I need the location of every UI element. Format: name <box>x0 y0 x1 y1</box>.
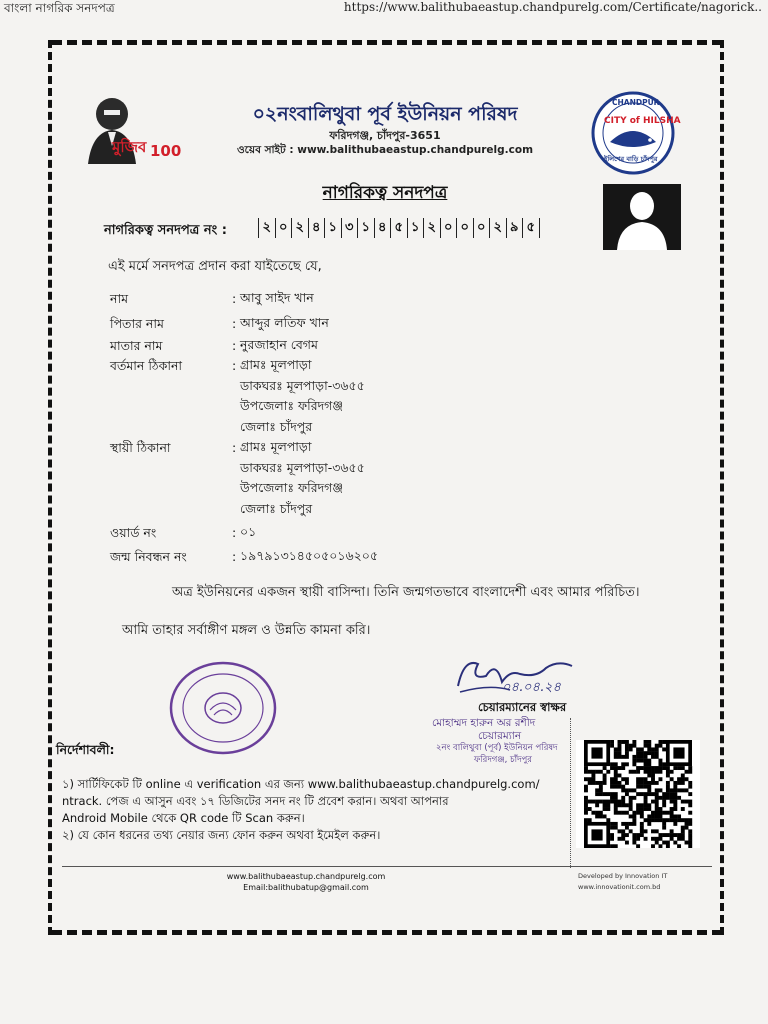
father-name-label: পিতার নাম <box>110 316 164 331</box>
instructions-heading: নির্দেশাবলী: <box>56 742 115 757</box>
mujib-100-logo <box>82 86 182 166</box>
certificate-title: নাগরিকত্ব সনদপত্র <box>322 183 448 203</box>
ward-label: ওয়ার্ড নং <box>110 525 157 540</box>
permanent-address-colon: : <box>232 440 237 455</box>
developer-url: www.innovationit.com.bd <box>578 883 661 891</box>
certificate-number-digit: ০ <box>473 218 490 238</box>
certificate-number-label: নাগরিকত্ব সনদপত্র নং : <box>104 223 227 238</box>
logo-mujib-text: মুজিব <box>112 138 147 156</box>
chairman-stamp-title: চেয়ারম্যান <box>478 730 522 742</box>
certificate-number-digit: ০ <box>275 218 292 238</box>
certificate-number-digit: ৯ <box>506 218 523 238</box>
ward-value: ০১ <box>240 524 257 539</box>
name-label: নাম <box>110 291 129 306</box>
union-address: ফরিদগঞ্জ, চাঁদপুর-3651 <box>329 129 441 142</box>
present-post-office: ডাকঘরঃ মূলপাড়া-৩৬৫৫ <box>240 377 365 393</box>
dashed-border-left <box>48 40 52 935</box>
chairman-stamp-address: ফরিদগঞ্জ, চাঁদপুর <box>474 755 532 765</box>
permanent-village: গ্রামঃ মূলপাড়া <box>240 439 312 454</box>
permanent-upazila: উপজেলাঃ ফরিদগঞ্জ <box>240 480 344 495</box>
certificate-number-digit: ২ <box>291 218 308 238</box>
certificate-number-digit: ১ <box>407 218 424 238</box>
certificate-number-digit: ১ <box>357 218 374 238</box>
wish-statement: আমি তাহার সর্বাঙ্গীণ মঙ্গল ও উন্নতি কামনা করি। <box>122 623 371 638</box>
signature-label: চেয়ারম্যানের স্বাক্ষর <box>478 700 567 714</box>
father-name-colon: : <box>232 316 237 331</box>
union-website: ওয়েব সাইট : www.balithubaeastup.chandpurelg.com <box>236 144 534 156</box>
permanent-post-office: ডাকঘরঃ মূলপাড়া-৩৬৫৫ <box>240 459 365 475</box>
mother-name-colon: : <box>232 338 237 353</box>
signature-date: ০৪.০৪.২৪ <box>502 680 561 695</box>
instruction-line-4: ২) যে কোন ধরনের তথ্য নেয়ার জন্য ফোন করুন অথবা ইমেইল করুন। <box>62 828 381 842</box>
residency-statement: অত্র ইউনিয়নের একজন স্থায়ী বাসিন্দা। তিনি জন্মগতভাবে বাংলাদেশী এবং আমার পরিচিত। <box>172 585 640 600</box>
certificate-number-digit: ৫ <box>522 218 540 238</box>
dashed-border-bottom <box>52 930 722 935</box>
print-page-url: https://www.balithubaeastup.chandpurelg.com/Certificate/nagorick.. <box>343 0 762 14</box>
person-silhouette-icon <box>603 184 681 250</box>
certificate-number-digit: ১ <box>324 218 341 238</box>
birth-registration-value: ১৯৭৯১৩১৪৫০৫০১৬২০৫ <box>240 548 379 563</box>
chandpur-city-of-hilsha-logo <box>590 90 681 176</box>
present-address-colon: : <box>232 358 237 373</box>
instruction-line-1: ১) সার্টিফিকেট টি online এ verification এর জন্য www.balithubaeastup.chandpurelg.com/ <box>62 777 540 791</box>
footer-website: www.balithubaeastup.chandpurelg.com <box>226 872 386 881</box>
birth-registration-colon: : <box>232 549 237 564</box>
permanent-address-value <box>240 437 365 519</box>
permanent-address-label: স্থায়ী ঠিকানা <box>110 440 171 455</box>
chairman-stamp-union: ২নং বালিথুবা (পূর্ব) ইউনিয়ন পরিষদ <box>436 743 558 753</box>
chairman-stamp-name: মোহাম্মদ হারুন অর রশীদ <box>432 717 536 729</box>
certificate-number-digit: ০ <box>440 218 457 238</box>
logo-top-text: CHANDPUR <box>612 98 660 107</box>
permanent-district: জেলাঃ চাঁদপুর <box>240 500 313 516</box>
instruction-line-2: ntrack. পেজ এ আসুন এবং ১৭ ডিজিটের সনদ নং টি প্রবেশ করান। অথবা আপনার <box>62 794 449 808</box>
footer-divider <box>62 866 712 867</box>
logo-main-text: CITY of HILSHA <box>604 116 681 126</box>
footer-email: Email:balithubatup@gmail.com <box>243 883 369 892</box>
ward-colon: : <box>232 525 237 540</box>
mother-name-value: নুরজাহান বেগম <box>240 337 318 352</box>
instruction-line-3: Android Mobile থেকে QR code টি Scan করুন। <box>62 811 305 825</box>
union-parishad-seal <box>168 660 278 756</box>
certificate-number-digit: ২ <box>423 218 440 238</box>
qr-code <box>576 740 700 848</box>
present-village: গ্রামঃ মূলপাড়া <box>240 357 312 372</box>
dashed-border-top <box>52 40 722 45</box>
certificate-number-boxes <box>258 218 540 238</box>
mother-name-label: মাতার নাম <box>110 338 163 353</box>
present-district: জেলাঃ চাঁদপুর <box>240 418 313 434</box>
certificate-number-digit: ২ <box>489 218 506 238</box>
dashed-border-right <box>720 40 724 935</box>
present-upazila: উপজেলাঃ ফরিদগঞ্জ <box>240 398 344 413</box>
certificate-number-digit: ৫ <box>390 218 407 238</box>
certificate-number-digit: ২ <box>258 218 275 238</box>
developed-by: Developed by Innovation IT <box>578 872 668 880</box>
certificate-number-digit: ০ <box>456 218 473 238</box>
name-colon: : <box>232 291 237 306</box>
present-address-label: বর্তমান ঠিকানা <box>110 358 183 373</box>
certificate-number-digit: ৩ <box>341 218 358 238</box>
birth-registration-label: জন্ম নিবন্ধন নং <box>110 549 187 564</box>
certificate-intro: এই মর্মে সনদপত্র প্রদান করা যাইতেছে যে, <box>108 259 322 274</box>
union-name: ০২নংবালিথুবা পূর্ব ইউনিয়ন পরিষদ <box>252 103 518 125</box>
logo-100-text: 100 <box>150 142 182 160</box>
name-value: আবু সাইদ খান <box>240 290 314 305</box>
print-page-title: বাংলা নাগরিক সনদপত্র <box>4 1 115 15</box>
certificate-number-digit: ৪ <box>308 218 325 238</box>
certificate-number-digit: ৪ <box>374 218 391 238</box>
father-name-value: আব্দুর লতিফ খান <box>240 315 329 330</box>
logo-bottom-text: ইলিশের বাড়ি চাঁদপুর <box>604 155 658 163</box>
present-address-value <box>240 355 365 437</box>
qr-divider <box>570 718 571 868</box>
